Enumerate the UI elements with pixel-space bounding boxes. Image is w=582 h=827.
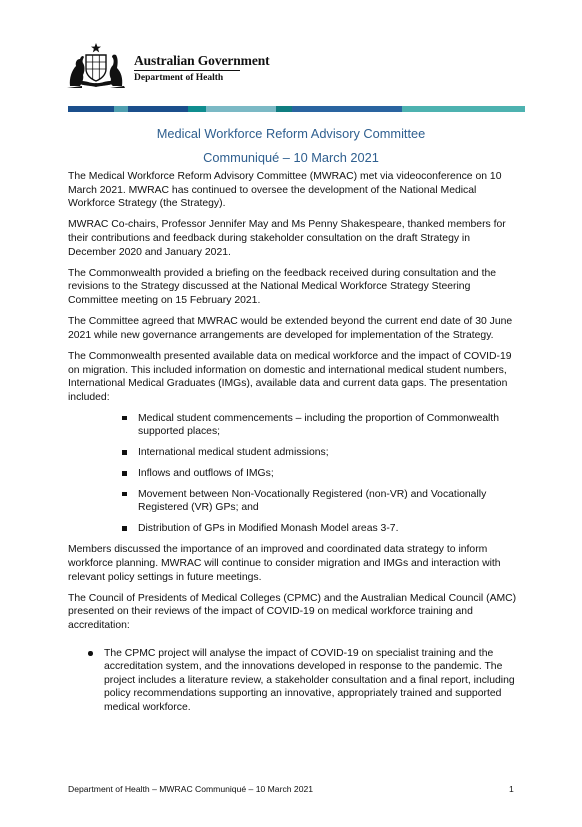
body-paragraph: The Committee agreed that MWRAC would be extended beyond the current end date of 30 June 2021 while new governance arrangements are developed for implementation of the Strategy. bbox=[68, 316, 513, 341]
presentation-list bbox=[68, 412, 520, 536]
list-item: Inflows and outflows of IMGs; bbox=[120, 467, 520, 481]
government-name-rule bbox=[134, 70, 240, 71]
footer-text: Department of Health – MWRAC Communiqué – 10 March 2021 bbox=[68, 784, 314, 794]
document-title: Medical Workforce Reform Advisory Committee bbox=[156, 126, 426, 141]
list-item: Distribution of GPs in Modified Monash Model areas 3-7. bbox=[120, 522, 520, 536]
review-list bbox=[68, 647, 520, 715]
body-paragraph: The Council of Presidents of Medical Colleges (CPMC) and the Australian Medical Council (AMC) presented on their reviews of the impact of COVID-19 on medical workforce training and accreditation: bbox=[68, 592, 517, 631]
document-body bbox=[68, 170, 520, 715]
body-paragraph: The Commonwealth presented available data on medical workforce and the impact of COVID-19 on migration. This included information on domestic and international medical student numbers, International Medical Graduates (IMGs), available data and current data gaps. The presentation included: bbox=[68, 350, 512, 403]
australian-coat-of-arms-icon bbox=[64, 42, 128, 90]
list-item: The CPMC project will analyse the impact of COVID-19 on specialist training and the accreditation system, and the innovations developed in response to the pandemic. The project includes a literature review, a stakeholder consultation and a final report, including policy recommendations supporting an innovative, appropriately trained and supported medical workforce. bbox=[86, 647, 520, 715]
body-paragraph: MWRAC Co-chairs, Professor Jennifer May and Ms Penny Shakespeare, thanked members for their contributions and feedback during stakeholder consultation on the draft Strategy in December 2020 and January 2021. bbox=[68, 219, 506, 258]
list-item: Movement between Non-Vocationally Registered (non-VR) and Vocationally Registered (VR) GPs; and bbox=[120, 488, 520, 515]
government-name: Australian Government bbox=[134, 53, 270, 68]
band-segment bbox=[114, 106, 128, 112]
body-paragraph: The Commonwealth provided a briefing on the feedback received during consultation and the revisions to the Strategy discussed at the National Medical Workforce Strategy Steering Committee meeting on 15 February 2021. bbox=[68, 267, 497, 306]
band-segment bbox=[188, 106, 206, 112]
header-colour-band bbox=[68, 106, 525, 112]
band-segment bbox=[206, 106, 276, 112]
band-segment bbox=[128, 106, 188, 112]
list-item: International medical student admissions; bbox=[120, 446, 520, 460]
band-segment bbox=[68, 106, 114, 112]
band-segment bbox=[402, 106, 525, 112]
department-name: Department of Health bbox=[134, 73, 224, 83]
band-segment bbox=[276, 106, 292, 112]
page-number: 1 bbox=[509, 784, 514, 794]
list-item: Medical student commencements – including the proportion of Commonwealth supported places; bbox=[120, 412, 520, 439]
document-subtitle: Communiqué – 10 March 2021 bbox=[203, 150, 379, 165]
paragraphs-after bbox=[68, 543, 520, 632]
paragraphs-before bbox=[68, 170, 520, 404]
band-segment bbox=[292, 106, 402, 112]
body-paragraph: Members discussed the importance of an improved and coordinated data strategy to inform workforce planning. MWRAC will continue to consider migration and IMGs and interaction with relevant policy settings in future meetings. bbox=[68, 544, 501, 583]
body-paragraph: The Medical Workforce Reform Advisory Committee (MWRAC) met via videoconference on 10 March 2021. MWRAC has continued to oversee the development of the National Medical Workforce Strategy (the Strategy). bbox=[68, 171, 502, 210]
